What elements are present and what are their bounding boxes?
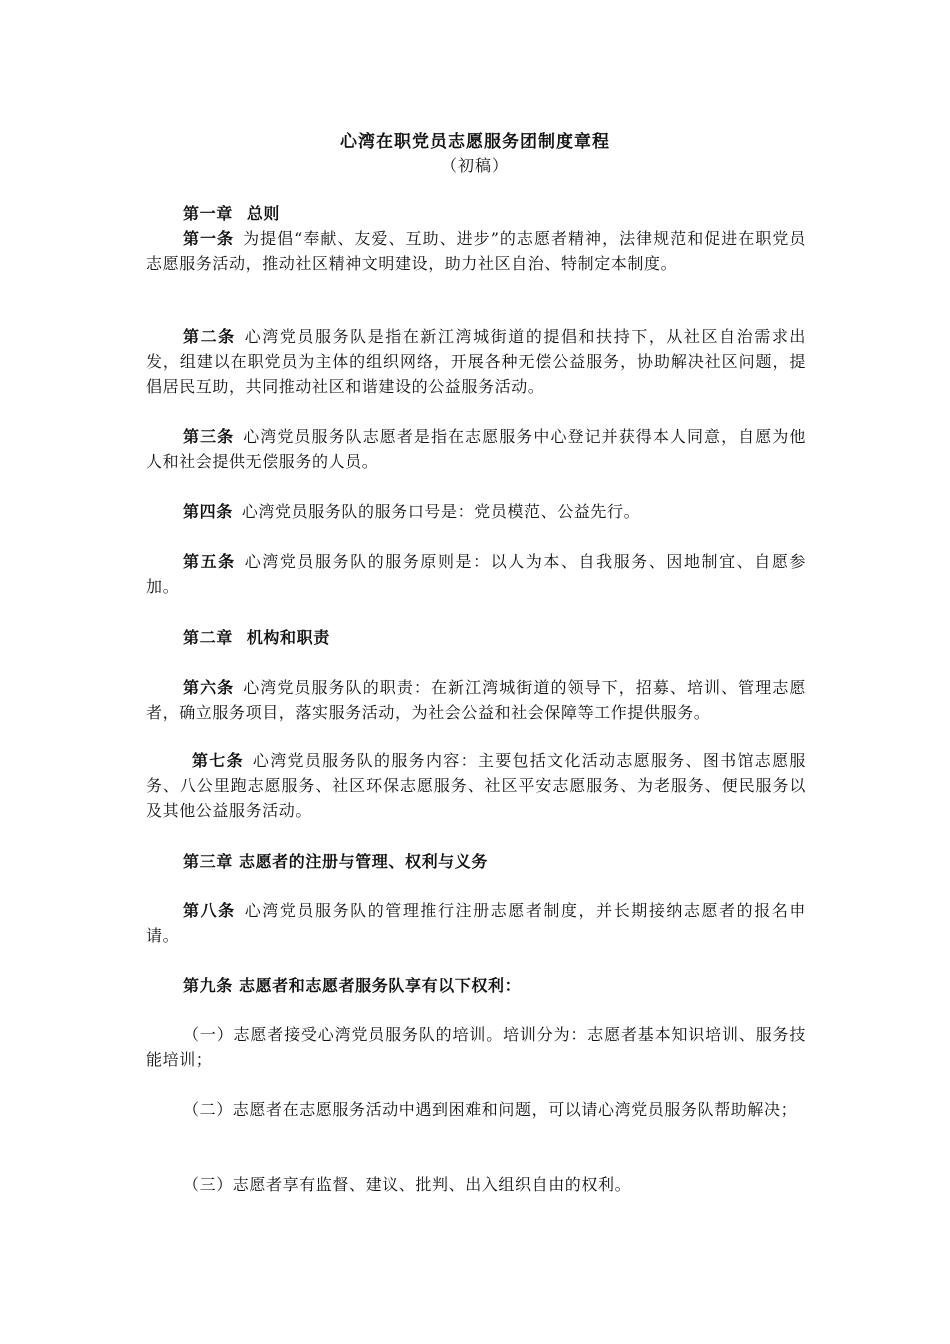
right-item-3: （三）志愿者享有监督、建议、批判、出入组织自由的权利。 bbox=[183, 1175, 632, 1194]
article-9: 第九条 志愿者和志愿者服务队享有以下权利： bbox=[183, 976, 522, 995]
article-3 bbox=[146, 424, 806, 474]
article-1-text: 为提倡“奉献、友爱、互助、进步”的志愿者精神，法律规范和促进在职党员志愿服务活动，推动社区精神文明建设，助力社区自治、特制定本制度。 bbox=[146, 229, 806, 273]
article-4 bbox=[146, 499, 806, 524]
chapter-2-heading bbox=[146, 625, 806, 650]
article-3-number: 第三条 bbox=[183, 427, 235, 446]
chapter-2-number: 第二章 bbox=[183, 628, 233, 647]
article-4-text: 心湾党员服务队的服务口号是：党员模范、公益先行。 bbox=[241, 502, 641, 521]
article-1 bbox=[146, 226, 806, 276]
chapter-3-heading: 第三章 志愿者的注册与管理、权利与义务 bbox=[183, 852, 488, 871]
chapter-2-name: 机构和职责 bbox=[246, 628, 330, 647]
article-2-number: 第二条 bbox=[183, 327, 236, 346]
article-7 bbox=[146, 748, 806, 823]
article-6 bbox=[146, 675, 806, 725]
article-2 bbox=[146, 324, 806, 399]
right-item-2: （二）志愿者在志愿服务活动中遇到困难和问题，可以请心湾党员服务队帮助解决； bbox=[183, 1100, 798, 1119]
chapter-1-name: 总则 bbox=[246, 204, 281, 223]
chapter-1-heading bbox=[146, 201, 806, 226]
article-6-number: 第六条 bbox=[183, 678, 235, 697]
document-title: 心湾在职党员志愿服务团制度章程 bbox=[340, 132, 610, 152]
article-6-text: 心湾党员服务队的职责：在新江湾城街道的领导下，招募、培训、管理志愿者，确立服务项目，落实服务活动，为社会公益和社会保障等工作提供服务。 bbox=[146, 678, 806, 722]
article-5 bbox=[146, 549, 806, 599]
article-1-number: 第一条 bbox=[183, 229, 235, 248]
article-5-text: 心湾党员服务队的服务原则是：以人为本、自我服务、因地制宜、自愿参加。 bbox=[146, 552, 806, 596]
article-2-text: 心湾党员服务队是指在新江湾城街道的提倡和扶持下，从社区自治需求出发，组建以在职党员为主体的组织网络，开展各种无偿公益服务，协助解决社区问题，提倡居民互助，共同推动社区和谐建设的公益服务活动。 bbox=[146, 327, 806, 396]
article-7-text: 心湾党员服务队的服务内容：主要包括文化活动志愿服务、图书馆志愿服务、八公里跑志愿服务、社区环保志愿服务、社区平安志愿服务、为老服务、便民服务以及其他公益服务活动。 bbox=[146, 751, 806, 820]
article-4-number: 第四条 bbox=[183, 502, 233, 521]
article-3-text: 心湾党员服务队志愿者是指在志愿服务中心登记并获得本人同意，自愿为他人和社会提供无偿服务的人员。 bbox=[146, 427, 806, 471]
document-subtitle: （初稿） bbox=[440, 156, 509, 175]
chapter-1-number: 第一章 bbox=[183, 204, 233, 223]
article-5-number: 第五条 bbox=[183, 552, 236, 571]
article-8-number: 第八条 bbox=[183, 901, 236, 920]
article-7-number: 第七条 bbox=[192, 751, 244, 770]
right-item-1: （一）志愿者接受心湾党员服务队的培训。培训分为：志愿者基本知识培训、服务技能培训； bbox=[146, 1025, 806, 1069]
article-8-text: 心湾党员服务队的管理推行注册志愿者制度，并长期接纳志愿者的报名申请。 bbox=[146, 901, 806, 945]
article-8 bbox=[146, 898, 806, 948]
